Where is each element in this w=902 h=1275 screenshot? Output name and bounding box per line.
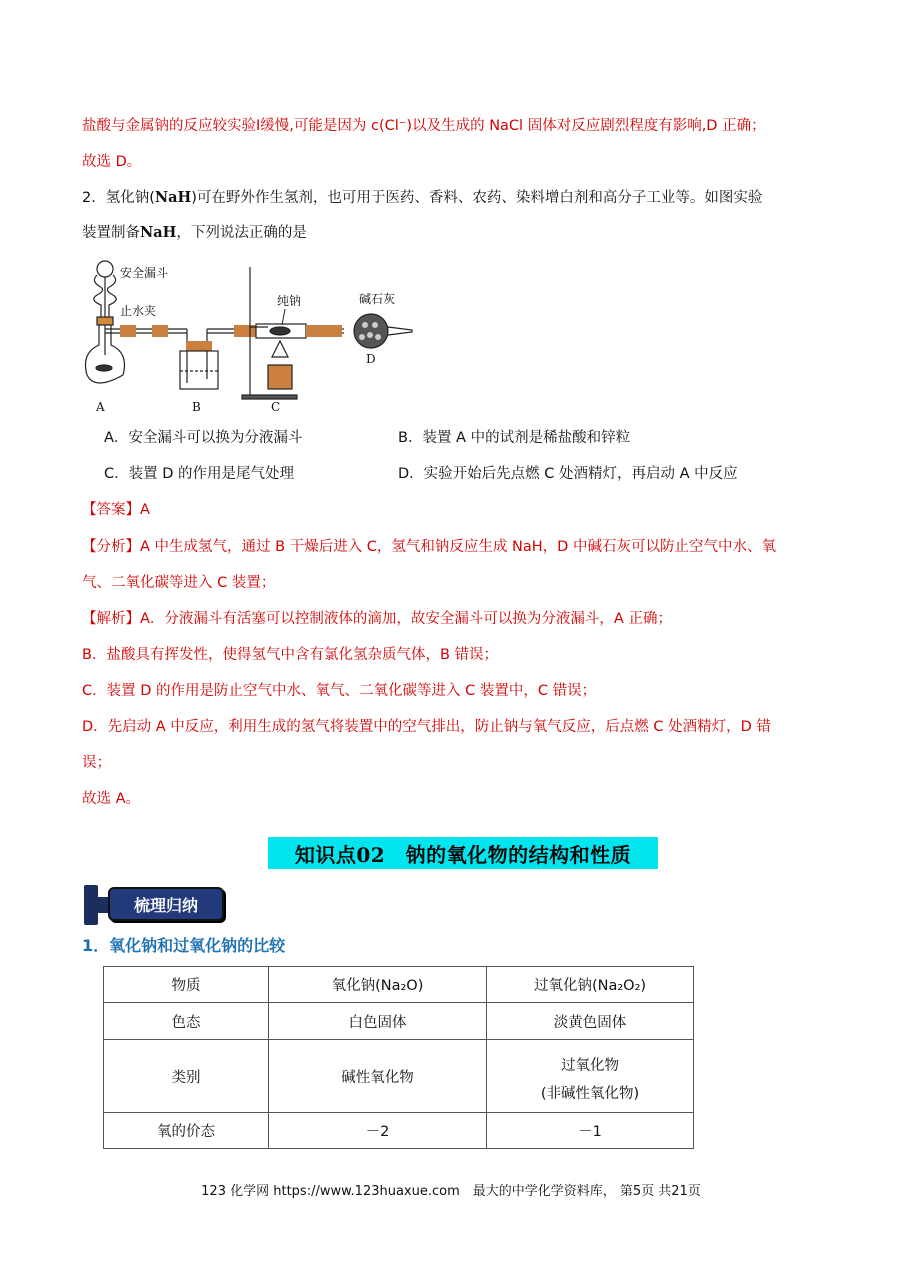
answer-line: 【答案】A [82, 502, 150, 518]
page-footer: 123 化学网 https://www.123huaxue.com 最大的中学化学资料库， 第5页 共21页 [201, 1184, 701, 1199]
section-heading: 知识点02 钠的氧化物的结构和性质 [268, 837, 658, 869]
table-header-cell: 过氧化钠(Na₂O₂) [487, 967, 694, 1003]
pointer-line [282, 309, 285, 325]
label-water-clamp: 止水夹 [120, 304, 157, 318]
label-pure-sodium: 纯钠 [277, 294, 302, 308]
label-a: A [96, 400, 105, 414]
table-cell: 类别 [104, 1040, 269, 1113]
conclusion-line: 故选 A。 [82, 791, 141, 807]
banner-stub [98, 897, 108, 913]
explain-line-5: 误； [82, 755, 111, 771]
table-row [104, 1113, 694, 1149]
analysis-line-1: 【分析】A 中生成氢气，通过 B 干燥后进入 C，氢气和钠反应生成 NaH，D 中碱石灰可以防止空气中水、氧 [82, 539, 776, 555]
tube-a-b [105, 325, 242, 383]
summary-banner [84, 885, 226, 925]
formula-nah-2: NaH [140, 224, 177, 241]
table-cell: 白色固体 [269, 1003, 487, 1040]
label-safety-funnel: 安全漏斗 [120, 266, 169, 280]
comparison-table [103, 966, 694, 1149]
drying-tube-d-icon [354, 314, 412, 348]
question-line-2 [82, 223, 307, 243]
explain-line-2: B．盐酸具有挥发性，使得氢气中含有氯化氢杂质气体，B 错误； [82, 647, 499, 663]
table-cell-text: 过氧化物 [561, 1058, 619, 1074]
table-cell: 碱性氧化物 [269, 1040, 487, 1113]
wash-bottle-b-icon [180, 341, 218, 389]
explain-line-1: 【解析】A．分液漏斗有活塞可以控制液体的滴加，故安全漏斗可以换为分液漏斗，A 正确； [82, 611, 672, 627]
alcohol-lamp-icon [268, 341, 292, 389]
intro-line-1: 盐酸与金属钠的反应较实验Ⅰ缓慢,可能是因为 c(Cl⁻)以及生成的 NaCl 固体对反应剧烈程度有影响,D 正确； [82, 118, 766, 134]
option-b: B．装置 A 中的试剂是稀盐酸和锌粒 [398, 430, 631, 446]
table-row [104, 1040, 694, 1113]
label-b: B [192, 400, 201, 414]
sub-heading: 1．氧化钠和过氧化钠的比较 [82, 936, 286, 955]
label-c: C [271, 400, 281, 414]
table-header-row [104, 967, 694, 1003]
explain-line-4: D．先启动 A 中反应，利用生成的氢气将装置中的空气排出，防止钠与氧气反应，后点燃 C 处酒精灯，D 错 [82, 719, 771, 735]
banner-bar [84, 885, 98, 925]
table-header-cell: 氧化钠(Na₂O) [269, 967, 487, 1003]
table-cell: 氧的价态 [104, 1113, 269, 1149]
table-cell [487, 1040, 694, 1113]
option-c: C．装置 D 的作用是尾气处理 [104, 466, 295, 482]
table-cell-note: (非碱性氧化物) [540, 1086, 640, 1102]
option-d: D．实验开始后先点燃 C 处酒精灯，再启动 A 中反应 [398, 466, 738, 482]
label-d: D [366, 352, 376, 366]
question-text-2a: 装置制备 [82, 225, 140, 241]
table-cell: 色态 [104, 1003, 269, 1040]
table-cell: 淡黄色固体 [487, 1003, 694, 1040]
intro-line-2: 故选 D。 [82, 154, 142, 170]
option-a: A．安全漏斗可以换为分液漏斗 [104, 430, 303, 446]
table-cell: －1 [487, 1113, 694, 1149]
apparatus-figure [82, 255, 427, 418]
table-header-cell: 物质 [104, 967, 269, 1003]
question-text-2b: ，下列说法正确的是 [176, 225, 307, 241]
table-cell: －2 [269, 1113, 487, 1149]
table-row [104, 1003, 694, 1040]
question-prefix: 2．氢化钠( [82, 190, 155, 206]
question-line-1 [82, 188, 762, 208]
label-soda-lime: 碱石灰 [359, 292, 396, 306]
explain-line-3: C．装置 D 的作用是防止空气中水、氧气、二氧化碳等进入 C 装置中，C 错误； [82, 683, 597, 699]
analysis-line-2: 气、二氧化碳等进入 C 装置； [82, 575, 276, 591]
banner-label: 梳理归纳 [108, 887, 224, 921]
safety-funnel-icon [94, 261, 116, 355]
formula-nah: NaH [154, 189, 192, 206]
question-text-1: )可在野外作生氢剂，也可用于医药、香料、农药、染料增白剂和高分子工业等。如图实验 [191, 190, 763, 206]
